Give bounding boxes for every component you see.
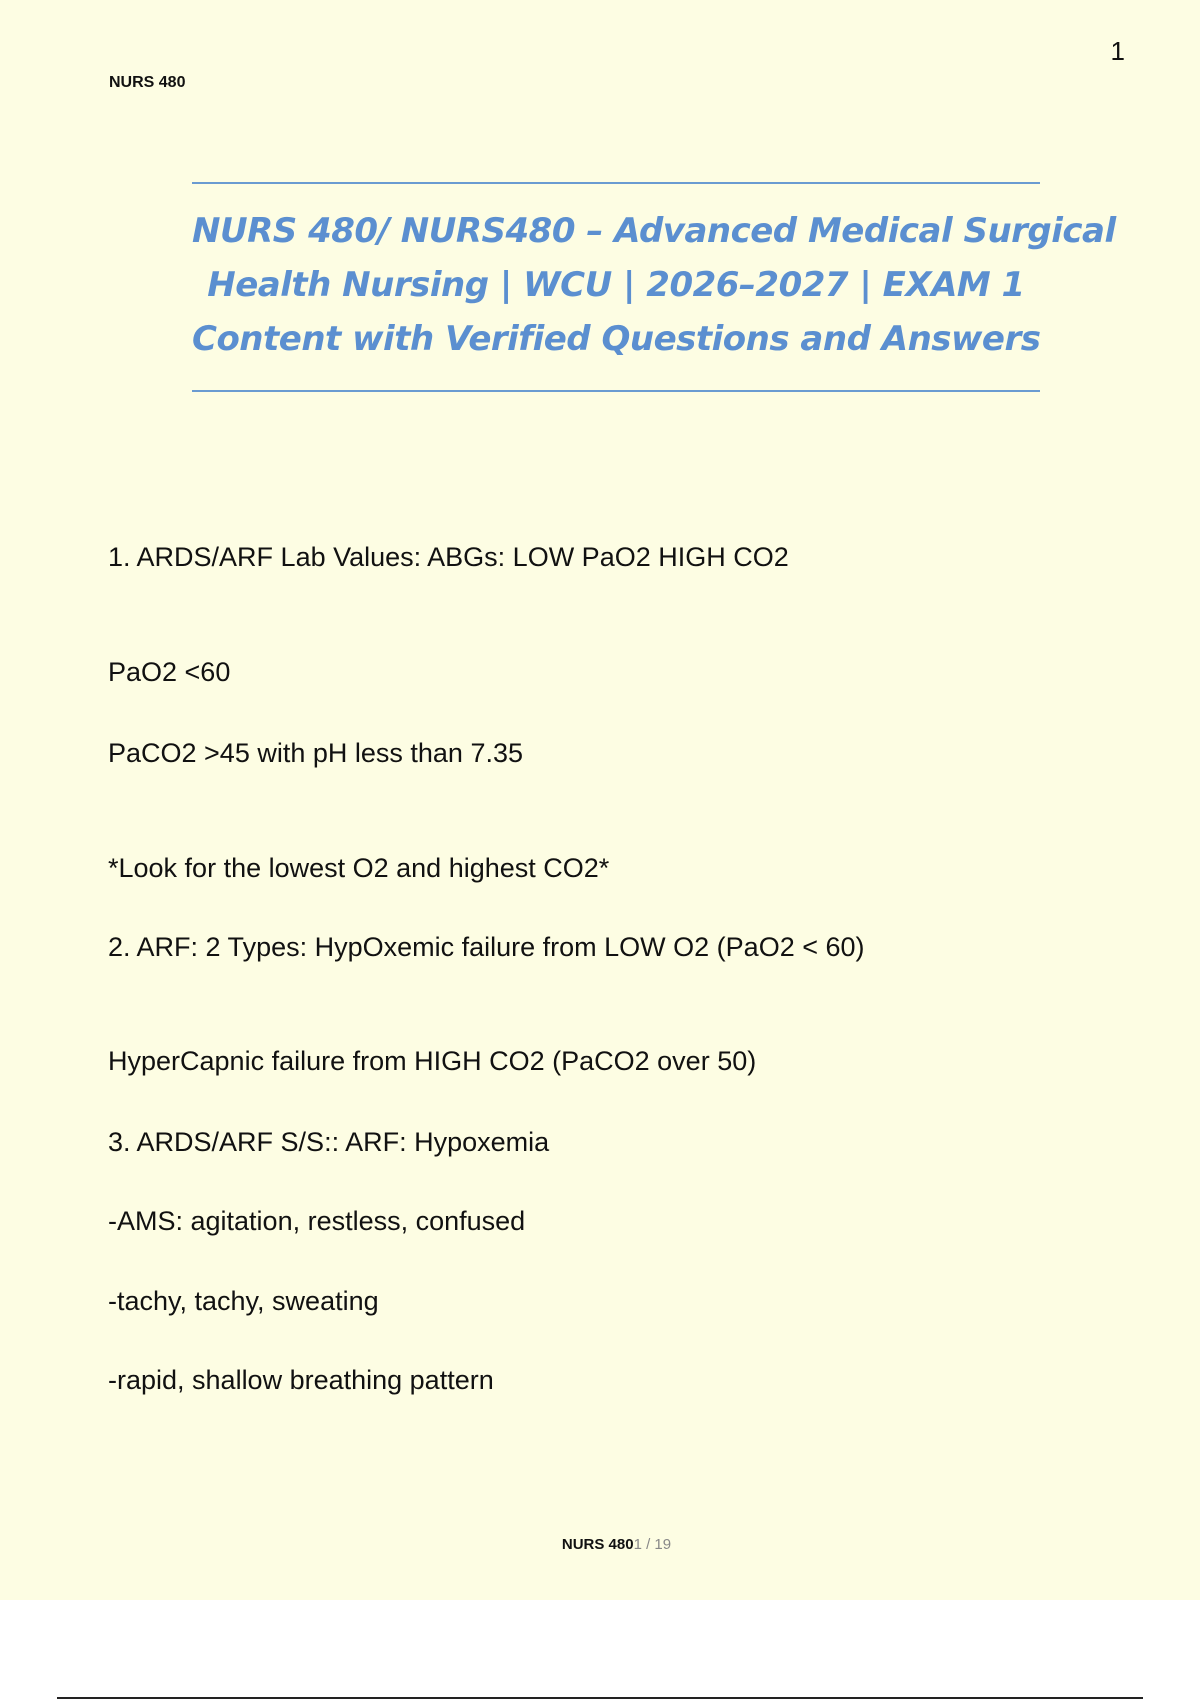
bottom-divider <box>57 1697 1143 1699</box>
question-1-note: *Look for the lowest O2 and highest CO2* <box>108 853 610 883</box>
running-header: NURS 480 <box>109 74 186 91</box>
question-3-answer-b: -tachy, tachy, sweating <box>108 1286 379 1316</box>
question-1: 1. ARDS/ARF Lab Values: ABGs: LOW PaO2 HIGH CO2 <box>108 542 789 572</box>
page-footer <box>0 1536 1200 1553</box>
footer-title: NURS 480 <box>561 1536 634 1553</box>
title-line-3: Content with Verified Questions and Answers <box>192 319 1041 359</box>
footer-page-count: 1 / 19 <box>633 1536 672 1553</box>
title-line-2: Health Nursing | WCU | 2026–2027 | EXAM 1 <box>207 265 1025 305</box>
document-title-block <box>192 182 1116 392</box>
question-2-answer-a: HyperCapnic failure from HIGH CO2 (PaCO2 over 50) <box>108 1046 757 1076</box>
question-2: 2. ARF: 2 Types: HypOxemic failure from LOW O2 (PaO2 < 60) <box>108 932 865 962</box>
question-3: 3. ARDS/ARF S/S:: ARF: Hypoxemia <box>108 1127 550 1157</box>
question-1-answer-a: PaO2 <60 <box>108 657 231 687</box>
title-line-1: NURS 480/ NURS480 – Advanced Medical Surgical <box>192 211 1116 251</box>
question-3-answer-a: -AMS: agitation, restless, confused <box>108 1206 526 1236</box>
question-1-answer-b: PaCO2 >45 with pH less than 7.35 <box>108 738 523 768</box>
page-number: 1 <box>1110 36 1125 66</box>
question-3-answer-c: -rapid, shallow breathing pattern <box>108 1365 494 1395</box>
